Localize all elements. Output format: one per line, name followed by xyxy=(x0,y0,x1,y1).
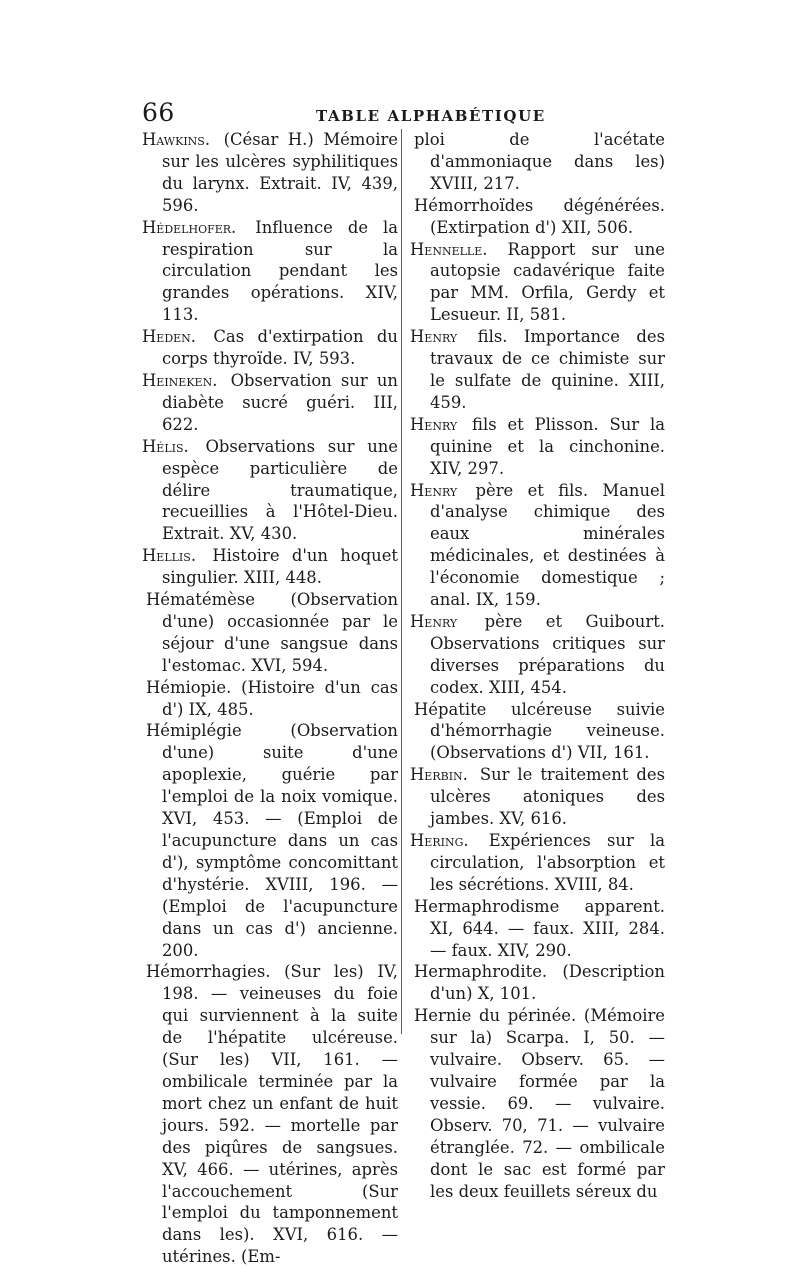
index-entry xyxy=(142,589,398,677)
entry-text: fils et Plisson. Sur la quinine et la cinchonine. XIV, 297. xyxy=(430,414,665,478)
index-entry xyxy=(410,764,665,830)
entry-text: père et Guibourt. Observations critiques sur diverses préparations du codex. XIII, 454. xyxy=(430,611,665,697)
index-entry xyxy=(142,436,398,546)
index-entry xyxy=(142,129,398,217)
entry-head: Heden. xyxy=(142,327,197,347)
right-column xyxy=(410,129,665,1202)
entry-text: Histoire d'un hoquet singulier. XIII, 448. xyxy=(162,546,398,588)
entry-head: Hering. xyxy=(410,831,469,850)
entry-text: Rapport sur une autopsie cadavérique faite par MM. Orfila, Gerdy et Lesueur. II, 581. xyxy=(430,239,665,325)
entry-text: Influence de la respiration sur la circulation pendant les grandes opérations. XIV, 113. xyxy=(162,217,398,325)
entry-text: (César H.) Mémoire sur les ulcères syphilitiques du larynx. Extrait. IV, 439, 596. xyxy=(162,130,398,215)
entry-text: fils. Importance des travaux de ce chimiste sur le sulfate de quinine. XIII, 459. xyxy=(430,327,665,412)
left-column xyxy=(142,129,398,1268)
entry-text: Hémiplégie (Observation d'une) suite d'une apoplexie, guérie par l'emploi de la noix vomique. XVI, 453. — (Emploi de l'acupuncture dans un cas d'), symptôme concomittant d'hystérie. XVIII, 196. — (Emploi de l'acupuncture dans un cas d') ancienne. 200. xyxy=(146,721,398,960)
entry-head: Hawkins. xyxy=(142,130,211,149)
entry-text: Hépatite ulcéreuse suivie d'hémorrhagie veineuse. (Observations d') VII, 161. xyxy=(414,699,665,763)
entry-text: père et fils. Manuel d'analyse chimique des eaux minérales médicinales, et destinées à l'économie domestique ; anal. IX, 159. xyxy=(430,480,665,610)
entry-text: Hémorrhagies. (Sur les) IV, 198. — veineuses du foie qui surviennent à la suite de l'hépatite ulcéreuse. (Sur les) VII, 161. — ombilicale terminée par la mort chez un enfant de huit jours. 592. — mortelle par des piqûres de sangsues. XV, 466. — utérines, après l'accouchement (Sur l'emploi du tamponnement dans les). XVI, 616. — utérines. (Em- xyxy=(146,962,398,1267)
entry-text: Cas d'extirpation du corps thyroïde. IV, 593. xyxy=(162,327,398,369)
entry-head: Hellis. xyxy=(142,546,197,566)
entry-head: Henry xyxy=(410,327,458,347)
entry-text: Expériences sur la circulation, l'absorption et les sécrétions. XVIII, 84. xyxy=(430,831,666,894)
index-entry xyxy=(142,326,398,370)
index-entry xyxy=(410,129,665,195)
entry-text: Hémiopie. (Histoire d'un cas d') IX, 485. xyxy=(146,677,398,719)
entry-head: Hennelle. xyxy=(410,239,488,259)
entry-text: ploi de l'acétate d'ammoniaque dans les) XVIII, 217. xyxy=(414,130,665,193)
index-entry xyxy=(410,611,665,699)
index-entry xyxy=(410,326,665,414)
entry-text: Hermaphrodisme apparent. XI, 644. — faux. XIII, 284. — faux. XIV, 290. xyxy=(414,896,665,960)
index-entry xyxy=(142,677,398,721)
entry-text: Hermaphrodite. (Description d'un) X, 101. xyxy=(414,962,665,1004)
column-divider xyxy=(401,129,402,1034)
entry-head: Hédelhofer. xyxy=(142,217,237,237)
index-entry xyxy=(410,239,665,327)
index-entry xyxy=(410,896,665,962)
entry-text: Observation sur un diabète sucré guéri. III, 622. xyxy=(162,370,398,434)
page-header xyxy=(142,100,662,132)
index-entry xyxy=(410,830,665,896)
entry-text: Hématémèse (Observation d'une) occasionnée par le séjour d'une sangsue dans l'estomac. XVI, 594. xyxy=(146,590,398,675)
entry-text: Sur le traitement des ulcères atoniques des jambes. XV, 616. xyxy=(430,765,665,829)
index-entry xyxy=(410,961,665,1005)
entry-head: Henry xyxy=(410,414,458,434)
index-entry xyxy=(410,699,665,765)
index-entry xyxy=(410,414,665,480)
entry-text: Hernie du périnée. (Mémoire sur la) Scarpa. I, 50. — vulvaire. Observ. 65. — vulvaire formée par la vessie. 69. — vulvaire. Observ. 70, 71. — vulvaire étranglée. 72. — ombilicale dont le sac est formé par les deux feuillets séreux du xyxy=(414,1006,665,1201)
index-entry xyxy=(142,217,398,327)
entry-text: Hémorrhoïdes dégénérées. (Extirpation d') XII, 506. xyxy=(414,195,665,237)
index-entry xyxy=(142,370,398,436)
index-entry xyxy=(410,195,665,239)
index-entry xyxy=(142,720,398,961)
page-number: 66 xyxy=(142,98,175,127)
entry-head: Herbin. xyxy=(410,765,468,785)
entry-head: Henry xyxy=(410,611,458,631)
entry-head: Henry xyxy=(410,480,458,500)
index-entry xyxy=(142,545,398,589)
index-entry xyxy=(142,961,398,1268)
entry-head: Heineken. xyxy=(142,370,218,390)
index-entry xyxy=(410,480,665,611)
entry-head: Hélis. xyxy=(142,436,189,456)
index-entry xyxy=(410,1005,665,1202)
entry-text: Observations sur une espèce particulière de délire traumatique, recueillies à l'Hôtel-Dieu. Extrait. XV, 430. xyxy=(162,436,399,544)
running-title: TABLE ALPHABÉTIQUE xyxy=(316,107,546,125)
